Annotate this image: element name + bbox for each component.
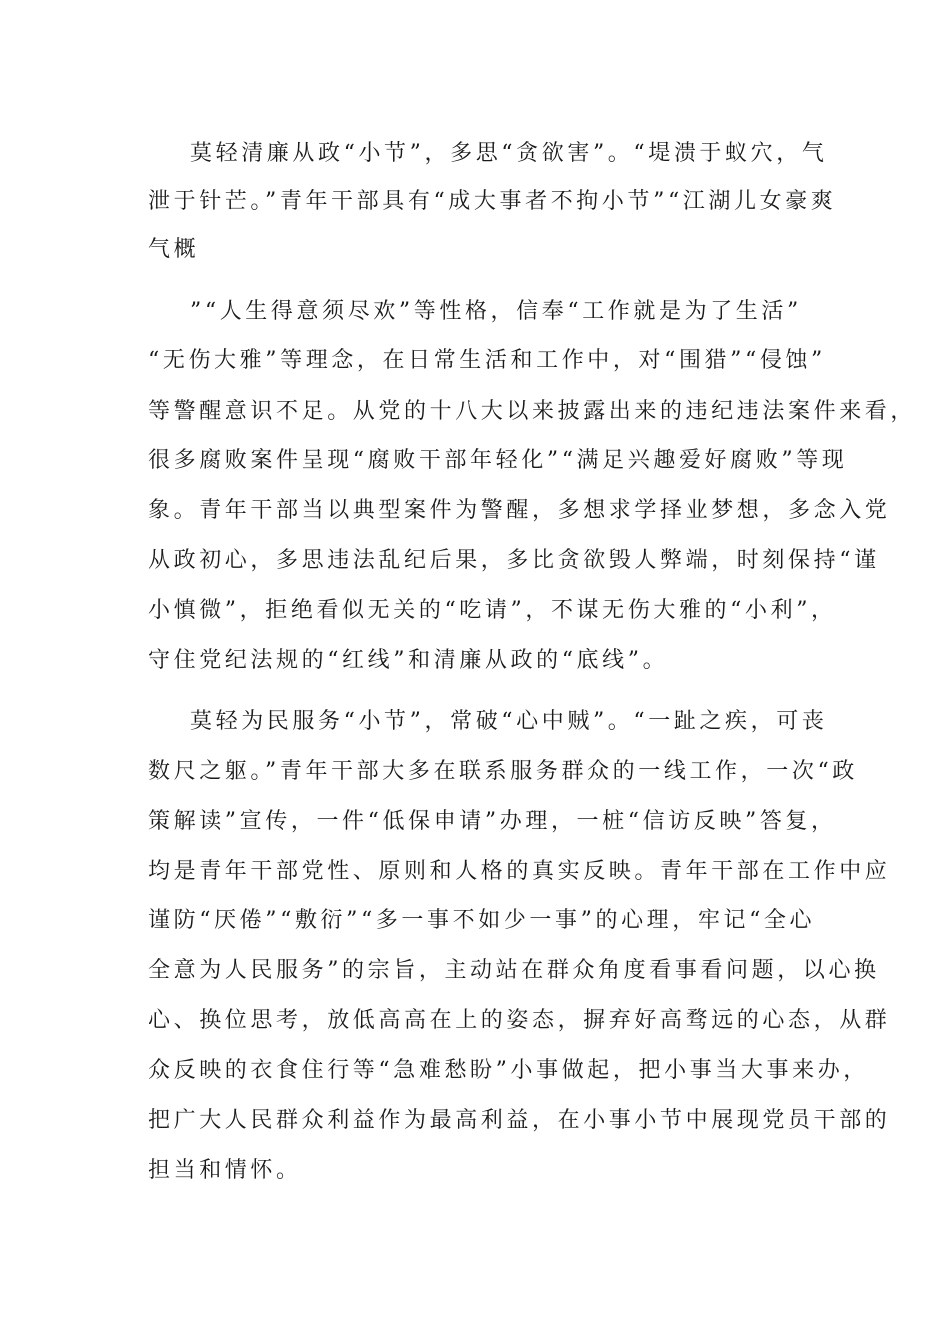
text-line: 气概 (148, 237, 200, 262)
text-line: 莫轻清廉从政“小节”，多思“贪欲害”。“堤溃于蚁穴，气 (190, 141, 828, 166)
text-line: 全意为人民服务”的宗旨，主动站在群众角度看事看问题，以心换 (148, 958, 880, 983)
text-line: 守住党纪法规的“红线”和清廉从政的“底线”。 (148, 648, 669, 673)
text-line: 心、换位思考，放低高高在上的姿态，摒弃好高骛远的心态，从群 (148, 1008, 891, 1033)
text-line: “无伤大雅”等理念，在日常生活和工作中，对“围猎”“侵蚀” (148, 348, 826, 373)
text-line: 莫轻为民服务“小节”，常破“心中贼”。“一趾之疾，可丧 (190, 709, 828, 734)
text-line: 谨防“厌倦”“敷衍”“多一事不如少一事”的心理，牢记“全心 (148, 908, 816, 933)
text-line: 均是青年干部党性、原则和人格的真实反映。青年干部在工作中应 (148, 859, 891, 884)
text-line: ”“人生得意须尽欢”等性格，信奉“工作就是为了生活” (190, 299, 802, 324)
text-line: 小慎微”，拒绝看似无关的“吃请”，不谋无伤大雅的“小利”， (148, 598, 837, 623)
text-line: 众反映的衣食住行等“急难愁盼”小事做起，把小事当大事来办， (148, 1058, 869, 1083)
text-line: 策解读”宣传，一件“低保申请”办理，一桩“信访反映”答复， (148, 809, 837, 834)
text-line: 数尺之躯。”青年干部大多在联系服务群众的一线工作，一次“政 (148, 759, 858, 784)
text-line: 象。青年干部当以典型案件为警醒，多想求学择业梦想，多念入党 (148, 498, 891, 523)
text-line: 把广大人民群众利益作为最高利益，在小事小节中展现党员干部的 (148, 1108, 891, 1133)
text-line: 担当和情怀。 (148, 1158, 302, 1183)
text-line: 等警醒意识不足。从党的十八大以来披露出来的违纪违法案件来看， (148, 399, 917, 424)
text-line: 很多腐败案件呈现“腐败干部年轻化”“满足兴趣爱好腐败”等现 (148, 448, 848, 473)
text-line: 泄于针芒。”青年干部具有“成大事者不拘小节”“江湖儿女豪爽 (148, 189, 837, 214)
text-line: 从政初心，多思违法乱纪后果，多比贪欲毁人弊端，时刻保持“谨 (148, 548, 880, 573)
